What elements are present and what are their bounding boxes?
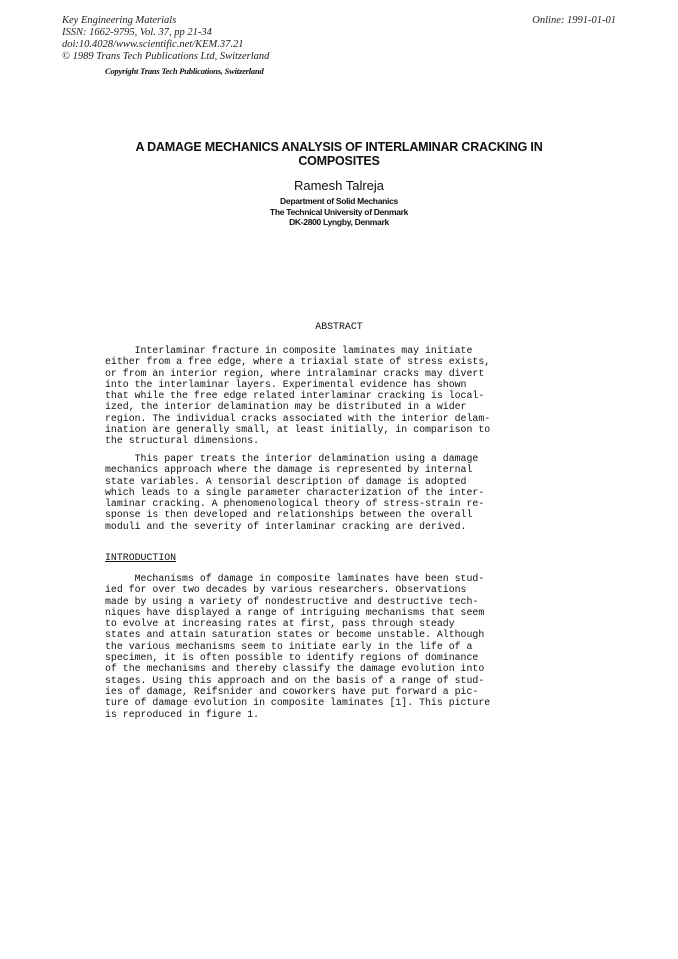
author-name: Ramesh Talreja [293,178,385,193]
text-line: This paper treats the interior delamination using a damage [105,453,479,464]
abstract-paragraph-1 [105,345,545,447]
text-line: the structural dimensions. [105,435,260,447]
text-line: ination are generally small, at least initially, in comparison to [105,424,491,436]
affiliation [0,196,678,228]
online-date: Online: 1991-01-01 [532,15,616,26]
text-line: or from an interior region, where intralaminar cracks may divert [105,367,485,379]
text-line: sponse is then developed and relationships between the overall [105,509,473,521]
text-line: moduli and the severity of interlaminar cracking are derived. [105,520,467,532]
text-line: ied for over two decades by various researchers. Observations [105,584,467,596]
text-line: ies of damage, Reifsnider and coworkers have put forward a pic- [105,685,479,697]
text-line: which leads to a single parameter characterization of the inter- [105,486,485,498]
issn-line: ISSN: 1662-9795, Vol. 37, pp 21-34 [62,27,212,38]
text-line: ture of damage evolution in composite laminates [1]. This picture [105,697,491,709]
text-line: specimen, it is often possible to identify regions of dominance [105,652,479,664]
abstract-paragraph-2 [105,453,545,532]
journal-name: Key Engineering Materials [62,15,177,26]
paper-title [100,140,578,168]
affiliation-line: The Technical University of Denmark [269,206,409,217]
copyright-notice: Copyright Trans Tech Publications, Switzerland [105,66,264,76]
text-line: of the mechanisms and thereby classify the damage evolution into [105,663,485,675]
title-line: COMPOSITES [298,154,380,168]
text-line: state variables. A tensorial description of damage is adopted [105,475,467,487]
text-line: either from a free edge, where a triaxial state of stress exists, [105,356,491,368]
text-line: states and attain saturation states or become unstable. Although [105,629,485,641]
text-line: that while the free edge related interlaminar cracking is local- [105,390,485,402]
title-line: A DAMAGE MECHANICS ANALYSIS OF INTERLAMINAR CRACKING IN [135,140,543,154]
text-line: mechanics approach where the damage is represented by internal [105,464,473,476]
text-line: stages. Using this approach and on the basis of a range of stud- [105,674,485,686]
text-line: into the interlaminar layers. Experimental evidence has shown [105,378,467,390]
text-line: ized, the interior delamination may be distributed in a wider [105,401,467,413]
journal-header [62,15,269,63]
affiliation-line: DK-2800 Lyngby, Denmark [289,217,389,227]
text-line: made by using a variety of nondestructive and destructive tech- [105,595,479,607]
introduction-heading: INTRODUCTION [105,552,177,563]
doi-line: doi:10.4028/www.scientific.net/KEM.37.21 [62,39,244,50]
text-line: is reproduced in figure 1. [105,708,260,720]
text-line: laminar cracking. A phenomenological theory of stress-strain re- [105,498,485,510]
publisher-line: © 1989 Trans Tech Publications Ltd, Switzerland [62,51,270,62]
abstract-heading: ABSTRACT [315,321,363,332]
text-line: Mechanisms of damage in composite laminates have been stud- [105,573,485,584]
affiliation-line: Department of Solid Mechanics [280,196,398,206]
text-line: to evolve at increasing rates at first, pass through steady [105,618,455,630]
text-line: niques have displayed a range of intriguing mechanisms that seem [105,606,485,618]
text-line: Interlaminar fracture in composite laminates may initiate [105,345,473,356]
text-line: region. The individual cracks associated with the interior delam- [105,412,491,424]
text-line: the various mechanisms seem to initiate early in the life of a [105,640,473,652]
introduction-paragraph [105,573,545,720]
